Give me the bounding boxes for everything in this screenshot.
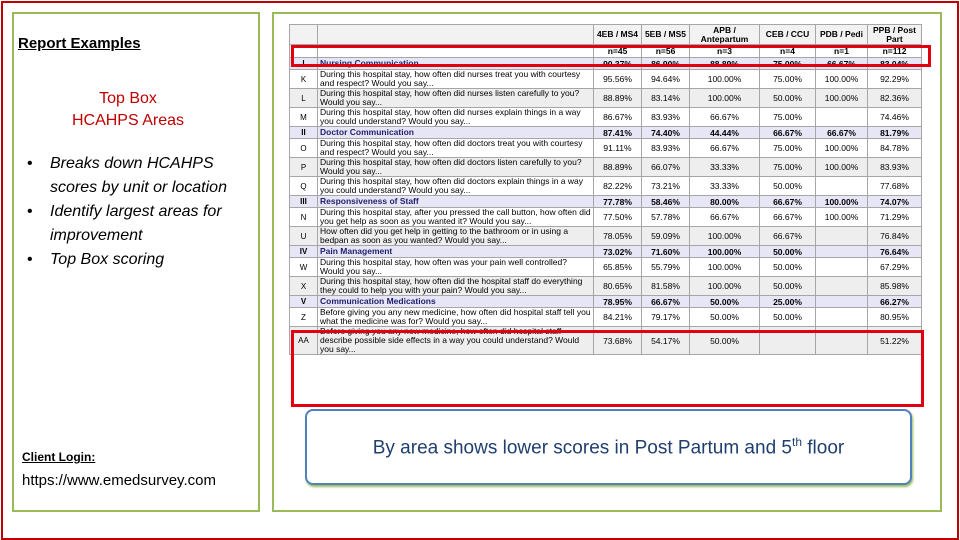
- callout-box: [305, 409, 912, 485]
- score-cell: 81.79%: [868, 127, 922, 139]
- row-question: During this hospital stay, how often did doctors explain things in a way you could understand? Would you say...: [318, 177, 594, 196]
- score-cell: 80.00%: [690, 196, 760, 208]
- n-cell: n=1: [816, 45, 868, 58]
- score-cell: 88.89%: [594, 158, 642, 177]
- score-cell: 100.00%: [816, 89, 868, 108]
- header-cell: [318, 25, 594, 45]
- header-cell: CEB / CCU: [760, 25, 816, 45]
- score-cell: 77.50%: [594, 208, 642, 227]
- score-cell: 66.67%: [760, 208, 816, 227]
- score-cell: 75.00%: [760, 139, 816, 158]
- category-row: [290, 296, 922, 308]
- row-code: Z: [290, 308, 318, 327]
- row-question: During this hospital stay, how often did doctors listen carefully to you? Would you say...: [318, 158, 594, 177]
- score-cell: 50.00%: [760, 277, 816, 296]
- header-cell: PPB / Post Part: [868, 25, 922, 45]
- callout-main: By area shows lower scores in Post Partum and 5: [372, 437, 792, 459]
- score-cell: [816, 108, 868, 127]
- score-cell: 66.67%: [760, 196, 816, 208]
- score-cell: [816, 177, 868, 196]
- score-cell: 55.79%: [642, 258, 690, 277]
- category-row: [290, 127, 922, 139]
- score-cell: 100.00%: [816, 139, 868, 158]
- row-question: During this hospital stay, how often did nurses listen carefully to you? Would you say...: [318, 89, 594, 108]
- score-cell: [816, 277, 868, 296]
- score-cell: 65.85%: [594, 258, 642, 277]
- score-cell: 80.65%: [594, 277, 642, 296]
- topbox-line-2: HCAHPS Areas: [71, 112, 185, 129]
- question-row: [290, 277, 922, 296]
- score-cell: 75.00%: [760, 70, 816, 89]
- score-cell: 88.89%: [690, 58, 760, 70]
- score-cell: 58.46%: [642, 196, 690, 208]
- score-cell: 79.17%: [642, 308, 690, 327]
- score-cell: 84.78%: [868, 139, 922, 158]
- row-question: During this hospital stay, after you pressed the call button, how often did you get help as soon as you wanted it? Would you say...: [318, 208, 594, 227]
- table-header-row: [290, 25, 922, 45]
- score-cell: 83.93%: [642, 108, 690, 127]
- score-cell: 73.02%: [594, 246, 642, 258]
- question-row: [290, 158, 922, 177]
- score-cell: 73.68%: [594, 327, 642, 355]
- score-cell: 33.33%: [690, 158, 760, 177]
- question-row: [290, 177, 922, 196]
- n-cell: n=56: [642, 45, 690, 58]
- score-cell: 86.67%: [594, 108, 642, 127]
- bullet-item: • Breaks down HCAHPS scores by unit or location: [24, 152, 256, 200]
- score-cell: [816, 296, 868, 308]
- question-row: [290, 258, 922, 277]
- score-cell: 85.98%: [868, 277, 922, 296]
- score-cell: 66.07%: [642, 158, 690, 177]
- n-cell: n=45: [594, 45, 642, 58]
- header-cell: 5EB / MS5: [642, 25, 690, 45]
- score-cell: 71.60%: [642, 246, 690, 258]
- feature-bullets: [24, 152, 256, 272]
- score-cell: 76.64%: [868, 246, 922, 258]
- score-cell: 51.22%: [868, 327, 922, 355]
- score-cell: [816, 227, 868, 246]
- row-question: During this hospital stay, how often did nurses treat you with courtesy and respect? Would you say...: [318, 70, 594, 89]
- score-cell: 87.41%: [594, 127, 642, 139]
- section-title: Report Examples: [18, 35, 141, 52]
- score-cell: 82.36%: [868, 89, 922, 108]
- question-row: [290, 108, 922, 127]
- row-question: During this hospital stay, how often did the hospital staff do everything they could to help you with your pain? Would you say...: [318, 277, 594, 296]
- n-cell: n=3: [690, 45, 760, 58]
- score-cell: 74.07%: [868, 196, 922, 208]
- row-question: Nursing Communication: [318, 58, 594, 70]
- score-cell: 100.00%: [690, 70, 760, 89]
- row-question: How often did you get help in getting to the bathroom or in using a bedpan as soon as you wanted? Would you say...: [318, 227, 594, 246]
- score-cell: 33.33%: [690, 177, 760, 196]
- question-row: [290, 89, 922, 108]
- score-cell: 77.78%: [594, 196, 642, 208]
- score-cell: [816, 258, 868, 277]
- callout-end: floor: [802, 437, 845, 459]
- report-table-wrapper: [289, 24, 929, 355]
- score-cell: 80.95%: [868, 308, 922, 327]
- question-row: [290, 208, 922, 227]
- score-cell: 66.67%: [760, 127, 816, 139]
- row-code: Q: [290, 177, 318, 196]
- score-cell: 90.37%: [594, 58, 642, 70]
- score-cell: 66.67%: [690, 139, 760, 158]
- score-cell: 83.04%: [868, 58, 922, 70]
- row-question: Communication Medications: [318, 296, 594, 308]
- score-cell: 94.64%: [642, 70, 690, 89]
- score-cell: 88.89%: [594, 89, 642, 108]
- score-cell: 92.29%: [868, 70, 922, 89]
- score-cell: 100.00%: [690, 258, 760, 277]
- client-url-link[interactable]: https://www.emedsurvey.com: [22, 472, 216, 489]
- score-cell: 76.84%: [868, 227, 922, 246]
- callout-superscript: th: [791, 434, 802, 449]
- callout-text: [373, 435, 845, 459]
- row-code: O: [290, 139, 318, 158]
- row-question: Doctor Communication: [318, 127, 594, 139]
- score-cell: 77.68%: [868, 177, 922, 196]
- score-cell: 50.00%: [760, 246, 816, 258]
- category-row: [290, 246, 922, 258]
- n-cell: n=4: [760, 45, 816, 58]
- score-cell: 50.00%: [760, 177, 816, 196]
- score-cell: 95.56%: [594, 70, 642, 89]
- score-cell: 66.67%: [760, 227, 816, 246]
- score-cell: 73.21%: [642, 177, 690, 196]
- row-code: IV: [290, 246, 318, 258]
- row-code: P: [290, 158, 318, 177]
- score-cell: 82.22%: [594, 177, 642, 196]
- row-code: X: [290, 277, 318, 296]
- score-cell: 75.00%: [760, 158, 816, 177]
- question-row: [290, 139, 922, 158]
- score-cell: 50.00%: [690, 327, 760, 355]
- row-code: L: [290, 89, 318, 108]
- report-table: [289, 24, 922, 355]
- score-cell: 100.00%: [690, 277, 760, 296]
- score-cell: 50.00%: [690, 308, 760, 327]
- score-cell: 100.00%: [816, 196, 868, 208]
- score-cell: 84.21%: [594, 308, 642, 327]
- row-question: Before giving you any new medicine, how often did hospital staff tell you what the medicine was for? Would you say...: [318, 308, 594, 327]
- row-code: AA: [290, 327, 318, 355]
- score-cell: 78.95%: [594, 296, 642, 308]
- row-question: During this hospital stay, how often was your pain well controlled? Would you say...: [318, 258, 594, 277]
- row-code: K: [290, 70, 318, 89]
- question-row: [290, 308, 922, 327]
- row-question: Before giving you any new medicine, how often did hospital staff describe possible side effects in a way you could understand? Would you say...: [318, 327, 594, 355]
- score-cell: 66.67%: [690, 208, 760, 227]
- bullet-item: • Identify largest areas for improvement: [24, 200, 256, 248]
- row-code: III: [290, 196, 318, 208]
- question-row: [290, 227, 922, 246]
- topbox-heading: [12, 88, 244, 132]
- question-row: [290, 70, 922, 89]
- row-question: Responsiveness of Staff: [318, 196, 594, 208]
- score-cell: 50.00%: [690, 296, 760, 308]
- n-cell: n=112: [868, 45, 922, 58]
- score-cell: 83.14%: [642, 89, 690, 108]
- row-question: During this hospital stay, how often did nurses explain things in a way you could understand? Would you say...: [318, 108, 594, 127]
- score-cell: 81.58%: [642, 277, 690, 296]
- score-cell: 100.00%: [690, 89, 760, 108]
- header-cell: 4EB / MS4: [594, 25, 642, 45]
- row-question: During this hospital stay, how often did doctors treat you with courtesy and respect? Would you say...: [318, 139, 594, 158]
- header-cell: APB / Antepartum: [690, 25, 760, 45]
- score-cell: 86.90%: [642, 58, 690, 70]
- score-cell: 83.93%: [868, 158, 922, 177]
- score-cell: 50.00%: [760, 258, 816, 277]
- bullet-item: • Top Box scoring: [24, 248, 256, 272]
- score-cell: 74.46%: [868, 108, 922, 127]
- score-cell: 66.67%: [642, 296, 690, 308]
- row-code: U: [290, 227, 318, 246]
- score-cell: 54.17%: [642, 327, 690, 355]
- score-cell: 66.67%: [816, 127, 868, 139]
- score-cell: 66.67%: [690, 108, 760, 127]
- highlight-sample-size: [291, 45, 931, 67]
- highlight-communication-medications: [291, 330, 924, 407]
- score-cell: 100.00%: [816, 208, 868, 227]
- score-cell: 100.00%: [816, 70, 868, 89]
- topbox-line-1: Top Box: [99, 90, 157, 107]
- header-cell: PDB / Pedi: [816, 25, 868, 45]
- score-cell: 78.05%: [594, 227, 642, 246]
- score-cell: 57.78%: [642, 208, 690, 227]
- score-cell: [816, 308, 868, 327]
- row-question: Pain Management: [318, 246, 594, 258]
- table-body: [290, 45, 922, 355]
- score-cell: 66.67%: [816, 58, 868, 70]
- score-cell: 100.00%: [690, 227, 760, 246]
- score-cell: 75.00%: [760, 108, 816, 127]
- score-cell: 67.29%: [868, 258, 922, 277]
- score-cell: 44.44%: [690, 127, 760, 139]
- header-cell: [290, 25, 318, 45]
- row-code: W: [290, 258, 318, 277]
- category-row: [290, 196, 922, 208]
- row-code: I: [290, 58, 318, 70]
- score-cell: 50.00%: [760, 89, 816, 108]
- score-cell: 71.29%: [868, 208, 922, 227]
- score-cell: 59.09%: [642, 227, 690, 246]
- client-login-label: Client Login:: [22, 450, 96, 464]
- score-cell: 25.00%: [760, 296, 816, 308]
- score-cell: 100.00%: [816, 158, 868, 177]
- score-cell: 50.00%: [760, 308, 816, 327]
- row-code: II: [290, 127, 318, 139]
- row-code: N: [290, 208, 318, 227]
- score-cell: 100.00%: [690, 246, 760, 258]
- score-cell: [816, 246, 868, 258]
- row-code: M: [290, 108, 318, 127]
- score-cell: 75.00%: [760, 58, 816, 70]
- score-cell: 83.93%: [642, 139, 690, 158]
- score-cell: 91.11%: [594, 139, 642, 158]
- score-cell: 66.27%: [868, 296, 922, 308]
- row-code: V: [290, 296, 318, 308]
- score-cell: 74.40%: [642, 127, 690, 139]
